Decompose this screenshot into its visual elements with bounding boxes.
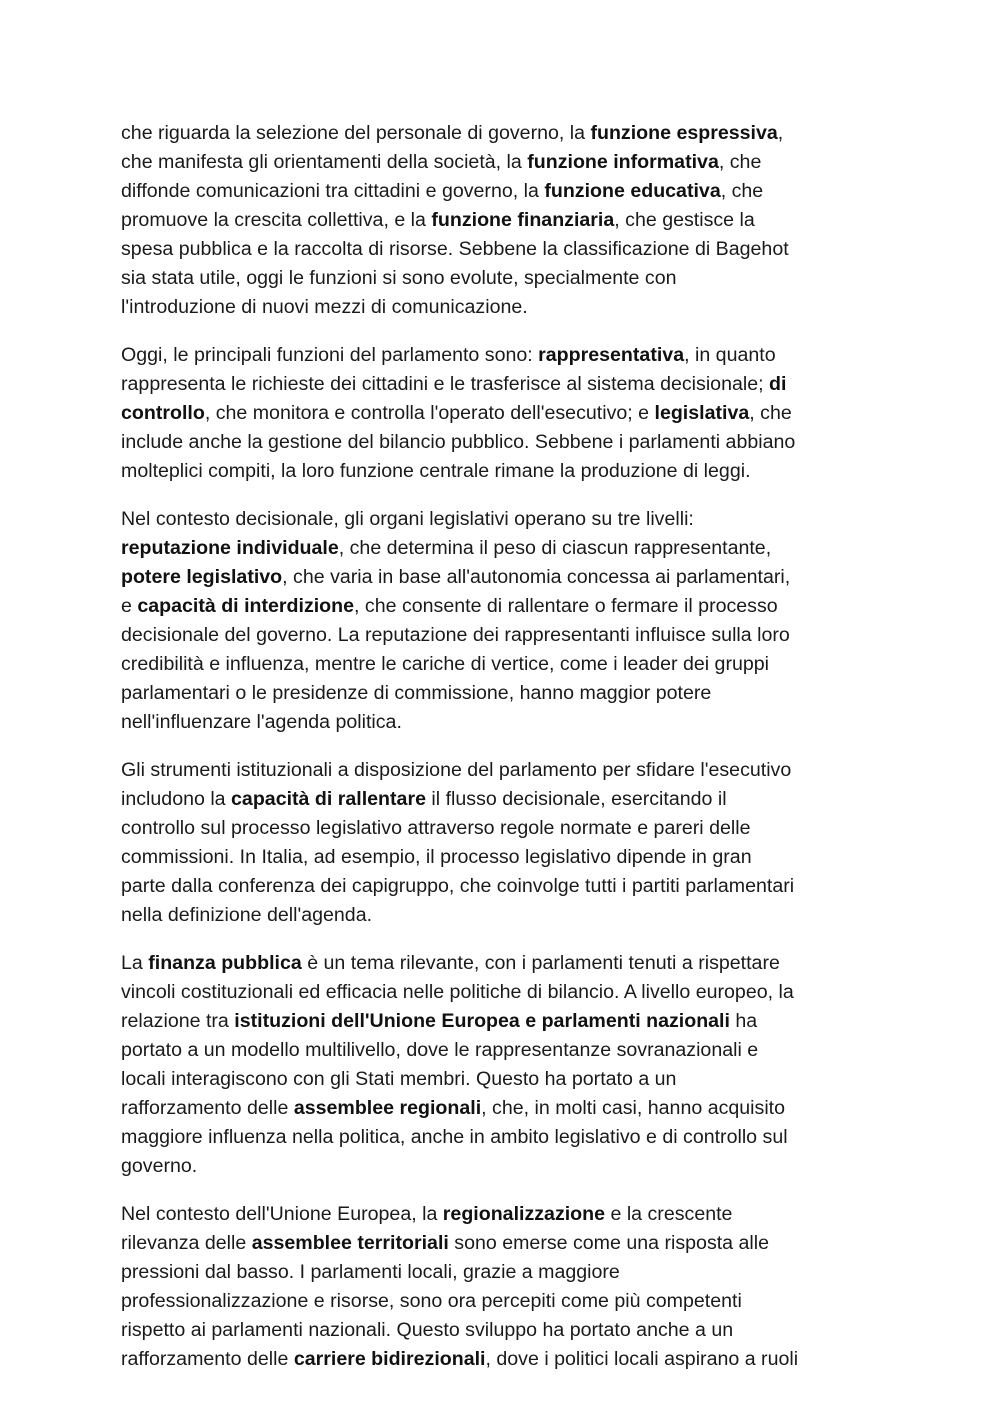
paragraph <box>121 949 891 1181</box>
text-line <box>121 428 891 457</box>
text-line <box>121 1152 891 1181</box>
paragraph <box>121 341 891 486</box>
text-line <box>121 785 891 814</box>
text-run: locali interagiscono con gli Stati membri. Questo ha portato a un <box>121 1068 677 1090</box>
text-line <box>121 708 891 737</box>
text-run: , che monitora e controlla l'operato dell'esecutivo; e <box>204 402 655 424</box>
text-line <box>121 901 891 930</box>
bold-term: assemblee territoriali <box>251 1232 449 1254</box>
paragraph <box>121 1200 891 1374</box>
text-run: Oggi, le principali funzioni del parlamento sono: <box>121 344 539 366</box>
text-run: , che <box>749 402 792 424</box>
text-line <box>121 1036 891 1065</box>
text-run: nell'influenzare l'agenda politica. <box>121 711 402 733</box>
text-run: sia stata utile, oggi le funzioni si sono evolute, specialmente con <box>121 267 677 289</box>
text-line <box>121 148 891 177</box>
text-line <box>121 1007 891 1036</box>
text-run: nella definizione dell'agenda. <box>121 904 373 926</box>
bold-term: di <box>769 373 787 395</box>
paragraph <box>121 505 891 737</box>
text-line <box>121 1094 891 1123</box>
text-run: Nel contesto decisionale, gli organi legislativi operano su tre livelli: <box>121 508 694 530</box>
text-run: maggiore influenza nella politica, anche in ambito legislativo e di controllo sul <box>121 1126 788 1148</box>
text-run: molteplici compiti, la loro funzione centrale rimane la produzione di leggi. <box>121 460 751 482</box>
text-run: La <box>121 952 149 974</box>
text-run: che manifesta gli orientamenti della società, la <box>121 151 528 173</box>
text-line <box>121 978 891 1007</box>
text-line <box>121 592 891 621</box>
text-run: portato a un modello multilivello, dove le rappresentanze sovranazionali e <box>121 1039 759 1061</box>
text-run: l'introduzione di nuovi mezzi di comunicazione. <box>121 296 528 318</box>
text-line <box>121 1229 891 1258</box>
bold-term: rappresentativa <box>538 344 685 366</box>
bold-term: finanza pubblica <box>148 952 302 974</box>
text-run: , che <box>720 180 764 202</box>
text-line <box>121 119 891 148</box>
text-run: e la crescente <box>605 1203 733 1225</box>
text-line <box>121 679 891 708</box>
text-run: governo. <box>121 1155 198 1177</box>
bold-term: regionalizzazione <box>442 1203 606 1225</box>
text-line <box>121 1316 891 1345</box>
text-run: pressioni dal basso. I parlamenti locali, grazie a maggiore <box>121 1261 620 1283</box>
text-run: professionalizzazione e risorse, sono ora percepiti come più competenti <box>121 1290 742 1312</box>
bold-term: funzione finanziaria <box>431 209 615 231</box>
text-line <box>121 1287 891 1316</box>
text-run: promuove la crescita collettiva, e la <box>121 209 432 231</box>
text-run: Nel contesto dell'Unione Europea, la <box>121 1203 443 1225</box>
text-line <box>121 756 891 785</box>
text-run: includono la <box>121 788 232 810</box>
text-line <box>121 949 891 978</box>
text-run: credibilità e influenza, mentre le cariche di vertice, come i leader dei gruppi <box>121 653 770 675</box>
text-run: relazione tra <box>121 1010 235 1032</box>
bold-term: assemblee regionali <box>293 1097 482 1119</box>
bold-term: funzione educativa <box>544 180 721 202</box>
text-run: commissioni. In Italia, ad esempio, il processo legislativo dipende in gran <box>121 846 752 868</box>
bold-term: carriere bidirezionali <box>293 1348 486 1370</box>
text-run: diffonde comunicazioni tra cittadini e governo, la <box>121 180 545 202</box>
text-line <box>121 235 891 264</box>
text-run: , in quanto <box>684 344 776 366</box>
text-line <box>121 1200 891 1229</box>
text-run: , dove i politici locali aspirano a ruoli <box>485 1348 799 1370</box>
text-run: rispetto ai parlamenti nazionali. Questo sviluppo ha portato anche a un <box>121 1319 734 1341</box>
text-line <box>121 563 891 592</box>
text-line <box>121 370 891 399</box>
text-run: controllo sul processo legislativo attraverso regole normate e pareri delle <box>121 817 751 839</box>
text-run: ha <box>729 1010 758 1032</box>
text-run: , che varia in base all'autonomia concessa ai parlamentari, <box>282 566 791 588</box>
bold-term: controllo <box>121 402 205 424</box>
text-line <box>121 1258 891 1287</box>
text-run: che riguarda la selezione del personale di governo, la <box>121 122 591 144</box>
text-run: sono emerse come una risposta alle <box>448 1232 770 1254</box>
text-line <box>121 1123 891 1152</box>
bold-term: reputazione individuale <box>121 537 339 559</box>
text-run: è un tema rilevante, con i parlamenti tenuti a rispettare <box>301 952 780 974</box>
text-run: , che, in molti casi, hanno acquisito <box>481 1097 786 1119</box>
text-run: e <box>121 595 138 617</box>
bold-term: potere legislativo <box>121 566 283 588</box>
text-run: il flusso decisionale, esercitando il <box>425 788 727 810</box>
text-run: include anche la gestione del bilancio pubblico. Sebbene i parlamenti abbiano <box>121 431 796 453</box>
text-line <box>121 1345 891 1374</box>
paragraph <box>121 756 891 930</box>
text-line <box>121 457 891 486</box>
text-line <box>121 872 891 901</box>
text-line <box>121 505 891 534</box>
text-line <box>121 341 891 370</box>
bold-term: capacità di interdizione <box>137 595 355 617</box>
text-line <box>121 843 891 872</box>
text-run: rilevanza delle <box>121 1232 252 1254</box>
document-page <box>121 119 891 1393</box>
text-run: rafforzamento delle <box>121 1348 294 1370</box>
paragraph <box>121 119 891 322</box>
text-line <box>121 177 891 206</box>
text-run: parte dalla conferenza dei capigruppo, che coinvolge tutti i partiti parlamentari <box>121 875 795 897</box>
bold-term: capacità di rallentare <box>231 788 426 810</box>
text-line <box>121 206 891 235</box>
text-run: vincoli costituzionali ed efficacia nelle politiche di bilancio. A livello europeo, la <box>121 981 794 1003</box>
text-line <box>121 534 891 563</box>
text-run: rafforzamento delle <box>121 1097 294 1119</box>
text-run: decisionale del governo. La reputazione dei rappresentanti influisce sulla loro <box>121 624 790 646</box>
text-run: , che <box>718 151 762 173</box>
text-run: parlamentari o le presidenze di commissione, hanno maggior potere <box>121 682 712 704</box>
text-line <box>121 650 891 679</box>
text-line <box>121 1065 891 1094</box>
text-run: Gli strumenti istituzionali a disposizione del parlamento per sfidare l'esecutivo <box>121 759 792 781</box>
text-line <box>121 293 891 322</box>
text-run: , che gestisce la <box>614 209 755 231</box>
bold-term: funzione espressiva <box>590 122 778 144</box>
bold-term: funzione informativa <box>527 151 719 173</box>
bold-term: legislativa <box>654 402 750 424</box>
text-line <box>121 621 891 650</box>
text-line <box>121 814 891 843</box>
text-line <box>121 264 891 293</box>
bold-term: istituzioni dell'Unione Europea e parlamenti nazionali <box>234 1010 730 1032</box>
text-run: spesa pubblica e la raccolta di risorse. Sebbene la classificazione di Bagehot <box>121 238 789 260</box>
text-run: , che consente di rallentare o fermare il processo <box>354 595 778 617</box>
text-run: , <box>777 122 784 144</box>
text-run: rappresenta le richieste dei cittadini e le trasferisce al sistema decisionale; <box>121 373 770 395</box>
text-run: , che determina il peso di ciascun rappresentante, <box>338 537 772 559</box>
text-line <box>121 399 891 428</box>
